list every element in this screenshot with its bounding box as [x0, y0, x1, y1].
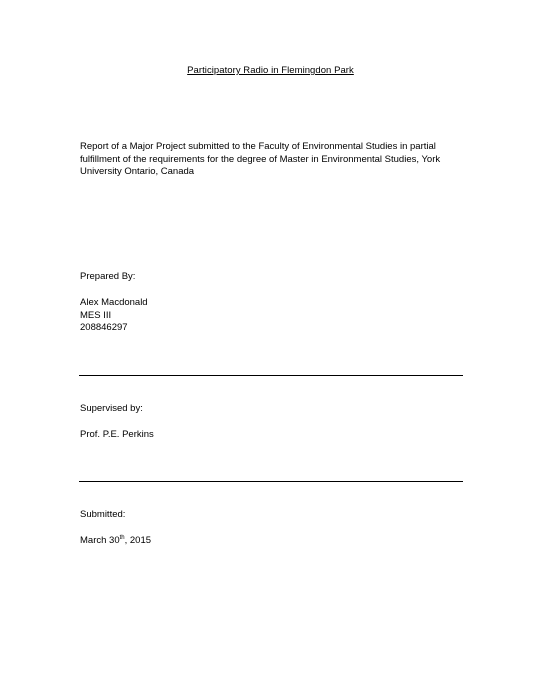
- author-info: [80, 297, 148, 335]
- submission-date: [80, 535, 151, 548]
- author-student-number: 208846297: [80, 322, 128, 334]
- date-ordinal-suffix: th: [119, 534, 125, 541]
- date-month-day: March 30: [80, 535, 120, 546]
- divider-line: [79, 481, 463, 482]
- author-program: MES III: [80, 309, 112, 321]
- supervised-by-label: Supervised by:: [80, 403, 143, 414]
- description-line-3: University Ontario, Canada: [80, 166, 195, 178]
- report-description: [80, 141, 470, 179]
- date-year: , 2015: [124, 535, 152, 546]
- author-name: Alex Macdonald: [80, 297, 148, 308]
- description-line-1: Report of a Major Project submitted to the Faculty of Environmental Studies in partial: [80, 141, 436, 152]
- supervisor-name: Prof. P.E. Perkins: [80, 429, 154, 440]
- document-title: Participatory Radio in Flemingdon Park: [187, 65, 354, 76]
- prepared-by-label: Prepared By:: [80, 271, 136, 282]
- description-line-2: fulfillment of the requirements for the degree of Master in Environmental Studies, York: [80, 153, 441, 165]
- divider-line: [79, 375, 463, 376]
- submitted-label: Submitted:: [80, 509, 126, 520]
